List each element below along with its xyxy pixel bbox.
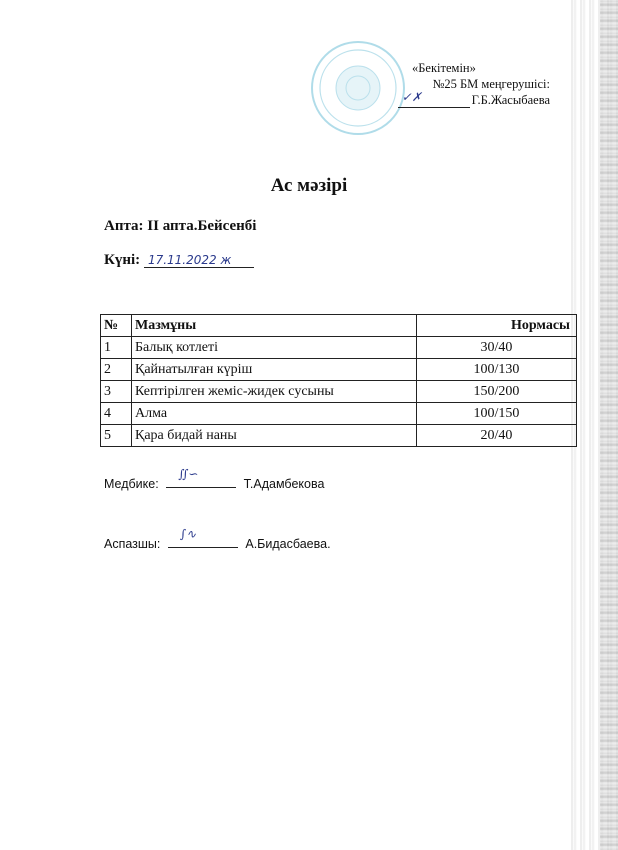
cook-signature-row: [104, 527, 331, 551]
row-number: 3: [101, 381, 132, 403]
page-title: Ас мәзірі: [270, 175, 348, 196]
date-label: Күні:: [104, 252, 141, 268]
col-header-norm: Нормасы: [417, 315, 577, 337]
menu-table: [100, 314, 577, 447]
scan-edge-noise: [600, 0, 618, 850]
row-item: Кептірілген жеміс-жидек сусыны: [132, 381, 417, 403]
table-row: [101, 337, 577, 359]
row-norm: 100/150: [417, 403, 577, 425]
col-header-number: №: [101, 315, 132, 337]
nurse-role: Медбике:: [104, 477, 159, 491]
table-header-row: [101, 315, 577, 337]
head-signature: ✓✗: [401, 90, 422, 104]
cook-name: А.Бидасбаева.: [245, 537, 331, 551]
approval-block: [380, 60, 550, 108]
nurse-signature: ∬∽: [178, 467, 199, 481]
row-norm: 30/40: [417, 337, 577, 359]
row-number: 2: [101, 359, 132, 381]
approval-line1: «Бекітемін»: [412, 61, 476, 75]
col-header-contents: Мазмұны: [132, 315, 417, 337]
row-item: Қайнатылған күріш: [132, 359, 417, 381]
nurse-signature-row: [104, 467, 325, 491]
cook-signature: ∫∿: [179, 527, 197, 541]
row-item: Балық котлеті: [132, 337, 417, 359]
nurse-signature-line: [166, 467, 236, 488]
nurse-name: Т.Адамбекова: [243, 477, 325, 491]
date-value: 17.11.2022 ж: [144, 253, 254, 268]
row-item: Қара бидай наны: [132, 425, 417, 447]
row-norm: 150/200: [417, 381, 577, 403]
approval-name: Г.Б.Жасыбаева: [471, 93, 550, 107]
row-number: 1: [101, 337, 132, 359]
row-number: 5: [101, 425, 132, 447]
week-label: Апта: ІІ апта.Бейсенбі: [104, 218, 257, 234]
table-row: [101, 359, 577, 381]
table-row: [101, 381, 577, 403]
date-row: [104, 252, 254, 269]
row-number: 4: [101, 403, 132, 425]
table-row: [101, 403, 577, 425]
row-norm: 100/130: [417, 359, 577, 381]
table-row: [101, 425, 577, 447]
cook-role: Аспазшы:: [104, 537, 161, 551]
row-norm: 20/40: [417, 425, 577, 447]
cook-signature-line: [168, 527, 238, 548]
row-item: Алма: [132, 403, 417, 425]
head-signature-line: [398, 90, 470, 108]
approval-line2: №25 БМ меңгерушісі:: [432, 77, 550, 91]
